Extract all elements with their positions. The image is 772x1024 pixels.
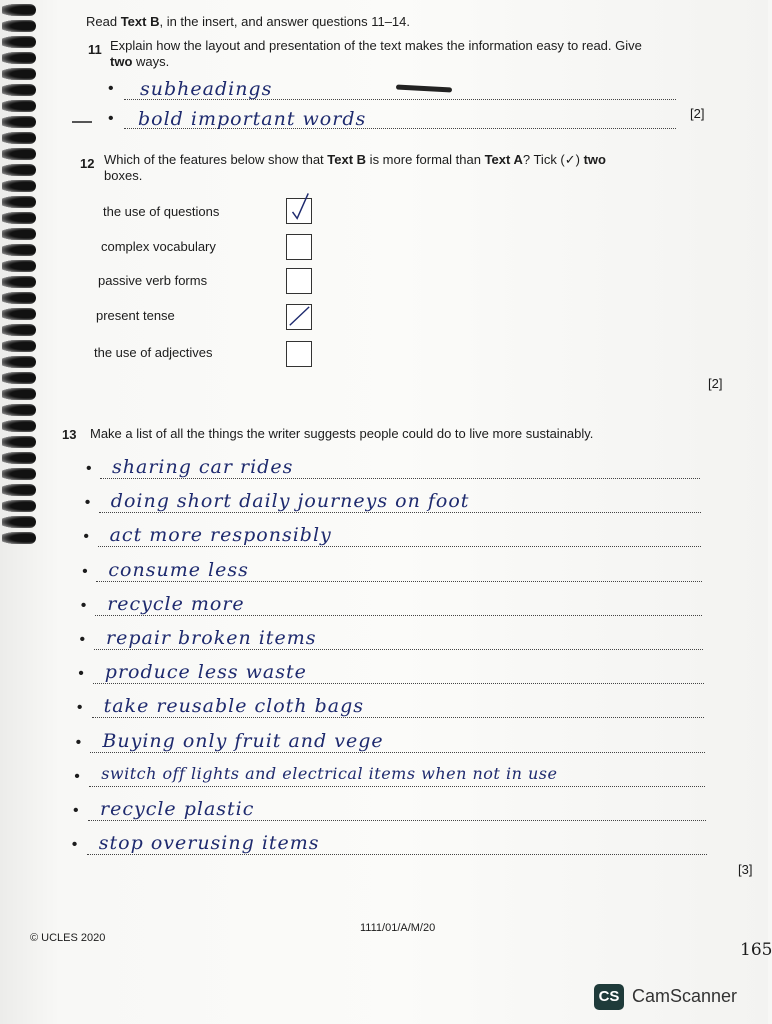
bullet: • bbox=[108, 110, 114, 127]
spiral-coil bbox=[2, 4, 36, 16]
question-12-number: 12 bbox=[80, 156, 95, 171]
tick-icon bbox=[287, 199, 311, 223]
question-13-number: 13 bbox=[62, 427, 77, 442]
tick-icon bbox=[287, 305, 311, 329]
question-11-line2: ways. bbox=[132, 54, 170, 69]
question-12-part-a: Which of the features below show that bbox=[104, 152, 328, 167]
spiral-coil bbox=[2, 276, 36, 288]
question-12-bold-a: Text B bbox=[327, 152, 367, 167]
spiral-coil bbox=[2, 484, 36, 496]
bullet: • bbox=[83, 528, 89, 546]
answer-11-1: subheadings bbox=[140, 78, 273, 100]
camscanner-logo-icon: CS bbox=[594, 984, 624, 1010]
option-label: complex vocabulary bbox=[101, 239, 216, 254]
bullet: • bbox=[82, 562, 88, 580]
spiral-coil bbox=[2, 468, 36, 480]
bullet: • bbox=[79, 631, 86, 648]
answer-line[interactable] bbox=[98, 546, 702, 547]
spiral-coil bbox=[2, 292, 36, 304]
spiral-coil bbox=[2, 84, 36, 96]
tick-box-questions[interactable] bbox=[286, 198, 312, 224]
bullet: • bbox=[73, 802, 79, 819]
bullet: • bbox=[80, 596, 87, 614]
answer-13-12: stop overusing items bbox=[98, 832, 320, 855]
answer-13-7: produce less waste bbox=[104, 661, 307, 684]
stray-mark bbox=[72, 121, 92, 123]
question-11-number: 11 bbox=[88, 42, 102, 57]
spiral-coil bbox=[2, 372, 36, 384]
answer-line[interactable] bbox=[88, 820, 706, 821]
spiral-coil bbox=[2, 164, 36, 176]
intro-text-end: , in the insert, and answer questions 11–14. bbox=[159, 14, 410, 29]
bullet: • bbox=[84, 494, 91, 512]
question-12-marks: [2] bbox=[708, 376, 723, 391]
answer-13-2: doing short daily journeys on foot bbox=[110, 490, 470, 513]
spiral-coil bbox=[2, 212, 36, 224]
option-label: the use of adjectives bbox=[94, 345, 213, 360]
spiral-coil bbox=[2, 52, 36, 64]
spiral-coil bbox=[2, 532, 36, 544]
question-12-bold-b: Text A bbox=[484, 152, 523, 167]
answer-13-1: sharing car rides bbox=[112, 456, 294, 478]
answer-13-4: consume less bbox=[108, 558, 249, 581]
question-11-line1: Explain how the layout and presentation of the text makes the information easy to read. Give bbox=[110, 38, 642, 53]
spiral-coil bbox=[2, 244, 36, 256]
answer-13-11: recycle plastic bbox=[100, 798, 255, 820]
answer-11-2: bold important words bbox=[138, 108, 367, 130]
answer-line[interactable] bbox=[100, 478, 700, 479]
spiral-coil bbox=[2, 20, 36, 32]
spiral-coil bbox=[2, 404, 36, 416]
bullet: • bbox=[75, 733, 82, 751]
answer-13-3: act more responsibly bbox=[109, 524, 332, 547]
answer-13-6: repair broken items bbox=[106, 627, 317, 649]
paper-code: 1111/01/A/M/20 bbox=[360, 922, 436, 934]
camscanner-name: CamScanner bbox=[632, 986, 738, 1006]
spiral-coil bbox=[2, 356, 36, 368]
answer-line[interactable] bbox=[99, 512, 701, 513]
option-label: passive verb forms bbox=[98, 273, 208, 288]
spiral-coil bbox=[2, 132, 36, 144]
question-11-text bbox=[110, 38, 642, 70]
scribble-mark bbox=[396, 85, 452, 93]
spiral-coil bbox=[2, 228, 36, 240]
spiral-coil bbox=[2, 516, 36, 528]
answer-line[interactable] bbox=[92, 717, 705, 718]
option-label: present tense bbox=[96, 308, 175, 323]
answer-line[interactable] bbox=[93, 683, 704, 684]
bullet: • bbox=[74, 767, 80, 785]
spiral-binding bbox=[0, 0, 40, 560]
tick-box-adjectives[interactable] bbox=[286, 341, 312, 367]
question-12-line2: boxes. bbox=[104, 168, 143, 183]
spiral-coil bbox=[2, 500, 36, 512]
intro-text-bold: Text B bbox=[120, 14, 160, 29]
answer-line[interactable] bbox=[87, 854, 707, 855]
answer-line[interactable] bbox=[90, 752, 704, 753]
page-number: 165 bbox=[740, 940, 772, 960]
spiral-coil bbox=[2, 196, 36, 208]
answer-13-9: Buying only fruit and vege bbox=[102, 729, 384, 752]
question-12-part-c: ? Tick (✓) bbox=[522, 152, 584, 167]
answer-line[interactable] bbox=[89, 786, 705, 787]
bullet: • bbox=[108, 80, 114, 97]
bullet: • bbox=[78, 665, 84, 683]
spiral-coil bbox=[2, 436, 36, 448]
question-12-part-b: is more formal than bbox=[366, 152, 485, 167]
option-label: the use of questions bbox=[103, 204, 220, 219]
bullet: • bbox=[71, 836, 78, 854]
answer-line[interactable] bbox=[96, 581, 701, 582]
intro-text: Read bbox=[86, 14, 121, 29]
tick-box-vocabulary[interactable] bbox=[286, 234, 312, 260]
spiral-coil bbox=[2, 452, 36, 464]
question-11-marks: [2] bbox=[690, 106, 705, 121]
answer-13-10: switch off lights and electrical items when not in use bbox=[101, 763, 558, 783]
bullet: • bbox=[86, 460, 92, 477]
spiral-coil bbox=[2, 180, 36, 192]
spiral-coil bbox=[2, 324, 36, 336]
question-12-bold-c: two bbox=[583, 152, 606, 167]
question-13-text: Make a list of all the things the writer suggests people could do to live more sustainably. bbox=[90, 426, 594, 441]
answer-line[interactable] bbox=[95, 615, 702, 616]
answer-13-5: recycle more bbox=[107, 592, 245, 615]
spiral-coil bbox=[2, 308, 36, 320]
question-11-bold: two bbox=[110, 54, 133, 69]
bullet: • bbox=[76, 699, 83, 717]
section-intro bbox=[86, 14, 410, 30]
copyright: © UCLES 2020 bbox=[30, 932, 106, 944]
answer-line[interactable] bbox=[94, 649, 703, 650]
question-13-marks: [3] bbox=[738, 862, 753, 877]
spiral-coil bbox=[2, 36, 36, 48]
spiral-coil bbox=[2, 260, 36, 272]
spiral-coil bbox=[2, 340, 36, 352]
spiral-coil bbox=[2, 420, 36, 432]
answer-13-8: take reusable cloth bags bbox=[103, 695, 364, 718]
spiral-coil bbox=[2, 148, 36, 160]
tick-box-present-tense[interactable] bbox=[286, 304, 312, 330]
spiral-coil bbox=[2, 116, 36, 128]
spiral-coil bbox=[2, 388, 36, 400]
tick-box-passive[interactable] bbox=[286, 268, 312, 294]
spiral-coil bbox=[2, 100, 36, 112]
question-12-text bbox=[104, 152, 606, 184]
spiral-coil bbox=[2, 68, 36, 80]
